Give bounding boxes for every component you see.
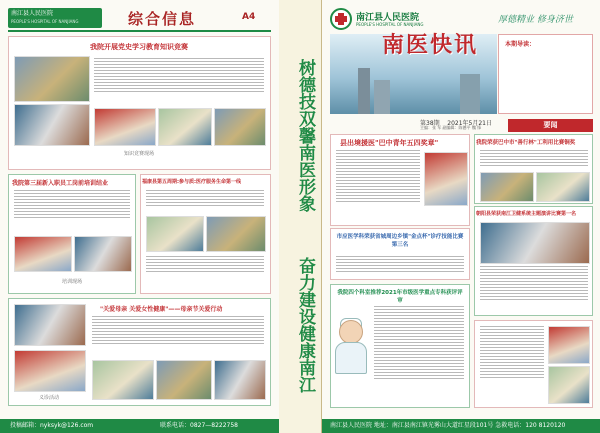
hospital-badge bbox=[8, 8, 102, 28]
right-article-3-title: 市应医学科荣获省城周边乡镇"金点杯"诊疗技能比赛 第三名 bbox=[336, 234, 464, 248]
issue-number: 第38期 bbox=[420, 120, 440, 127]
article-2-title: 我院第三届新入职员工岗前培训结业 bbox=[12, 180, 109, 187]
badge-name: 南江县人民医院 bbox=[11, 10, 54, 17]
building-shape bbox=[358, 68, 370, 114]
nurse-illustration-icon bbox=[330, 318, 370, 374]
badge-en: PEOPLE'S HOSPITAL OF NANJIANG bbox=[11, 19, 79, 24]
page-number: A4 bbox=[242, 12, 256, 22]
hospital-name-en: PEOPLE'S HOSPITAL OF NANJIANG bbox=[356, 22, 424, 27]
slogan-top: 树德技双馨南医形象 bbox=[295, 58, 315, 212]
article-3-text-b bbox=[146, 256, 264, 272]
right-article-2-photo-b bbox=[536, 172, 590, 202]
right-article-2-photo-a bbox=[480, 172, 534, 202]
slogan-bottom: 奋力建设健康南江 bbox=[295, 257, 315, 393]
article-2-caption: 培训现场 bbox=[61, 279, 82, 285]
article-1-photo-a bbox=[14, 56, 90, 102]
section-label: 要闻 bbox=[508, 119, 593, 132]
left-page bbox=[0, 0, 280, 433]
article-1-title: 我院开展党史学习教育知识竞赛 bbox=[90, 43, 188, 51]
article-4-photo-e bbox=[214, 360, 266, 400]
article-2-text bbox=[14, 190, 130, 218]
right-article-6-photo-a bbox=[548, 326, 590, 364]
article-1-text bbox=[94, 58, 264, 92]
article-3-photo-b bbox=[206, 216, 266, 252]
right-article-5-title: 我院四个科室推荐2021年市级医学重点专科获评评审 bbox=[337, 290, 463, 304]
article-4-text bbox=[92, 316, 264, 344]
right-article-4-photo bbox=[480, 222, 590, 264]
header-rule bbox=[8, 30, 271, 32]
slogan-strip bbox=[279, 0, 321, 433]
article-4-photo-b bbox=[14, 350, 86, 392]
issue-editors: 主编：张 军 副编辑：陈德平 魏 锋 bbox=[420, 125, 482, 130]
right-article-5-text bbox=[374, 306, 464, 379]
issue-date: 2021年5月21日 bbox=[447, 120, 493, 127]
right-article-6-text bbox=[480, 326, 544, 378]
building-shape bbox=[460, 74, 480, 114]
hospital-slogan: 厚德精业 修身济世 bbox=[498, 15, 573, 25]
article-1-photo-d bbox=[158, 108, 212, 146]
right-article-6-photo-b bbox=[548, 366, 590, 404]
article-4-caption: 义诊活动 bbox=[38, 395, 59, 401]
article-3-title: 福康县第五周期:参与质:医疗服务生命第一线 bbox=[142, 179, 242, 185]
right-page bbox=[321, 0, 600, 433]
article-3-photo-a bbox=[146, 216, 204, 252]
article-2-photo-a bbox=[14, 236, 72, 272]
article-2-photo-b bbox=[74, 236, 132, 272]
footer-phone: 联系电话：0827—8222758 bbox=[160, 422, 238, 429]
section-title: 综合信息 bbox=[128, 10, 197, 28]
right-article-1-text bbox=[336, 150, 420, 202]
building-shape bbox=[374, 80, 390, 114]
article-4-title: "关爱母亲 关爱女性健康"——母亲节关爱行动 bbox=[100, 306, 223, 313]
right-article-3-text bbox=[336, 256, 464, 272]
article-3-text bbox=[146, 190, 264, 206]
article-4-photo-a bbox=[14, 304, 86, 346]
hospital-logo-icon bbox=[330, 8, 352, 30]
right-article-4-title: 朝阳县荣获南江卫健系统主题演讲比赛第一名 bbox=[476, 211, 577, 217]
guide-label: 本期导读： bbox=[505, 41, 536, 48]
right-article-1-photo bbox=[424, 152, 468, 206]
right-article-1-title: 县出境援医"巴中青年五四奖章" bbox=[340, 139, 439, 147]
article-4-photo-d bbox=[156, 360, 212, 400]
right-article-2-title: 我院荣获巴中市"善行林"工利用比赛铜奖 bbox=[476, 140, 576, 146]
issue-guide bbox=[498, 34, 593, 114]
newspaper-name: 南医快讯 bbox=[382, 32, 479, 58]
article-4-photo-c bbox=[92, 360, 154, 400]
article-1-photo-b bbox=[14, 104, 90, 146]
article-1-caption: 知识竞赛现场 bbox=[123, 151, 154, 157]
footer-info: 南江县人民医院 地址：南江县南江镇光雾山大道红星段101号 急救电话：120 8120120 bbox=[330, 422, 566, 429]
article-1-photo-c bbox=[94, 108, 156, 146]
right-article-4-text bbox=[480, 266, 588, 300]
footer-email: 投稿邮箱：nyksyk@126.com bbox=[10, 422, 94, 429]
right-footer bbox=[322, 419, 600, 433]
hospital-name: 南江县人民医院 bbox=[356, 13, 420, 23]
article-1-photo-e bbox=[214, 108, 266, 146]
right-article-2-text bbox=[480, 150, 588, 166]
left-footer bbox=[0, 419, 279, 433]
